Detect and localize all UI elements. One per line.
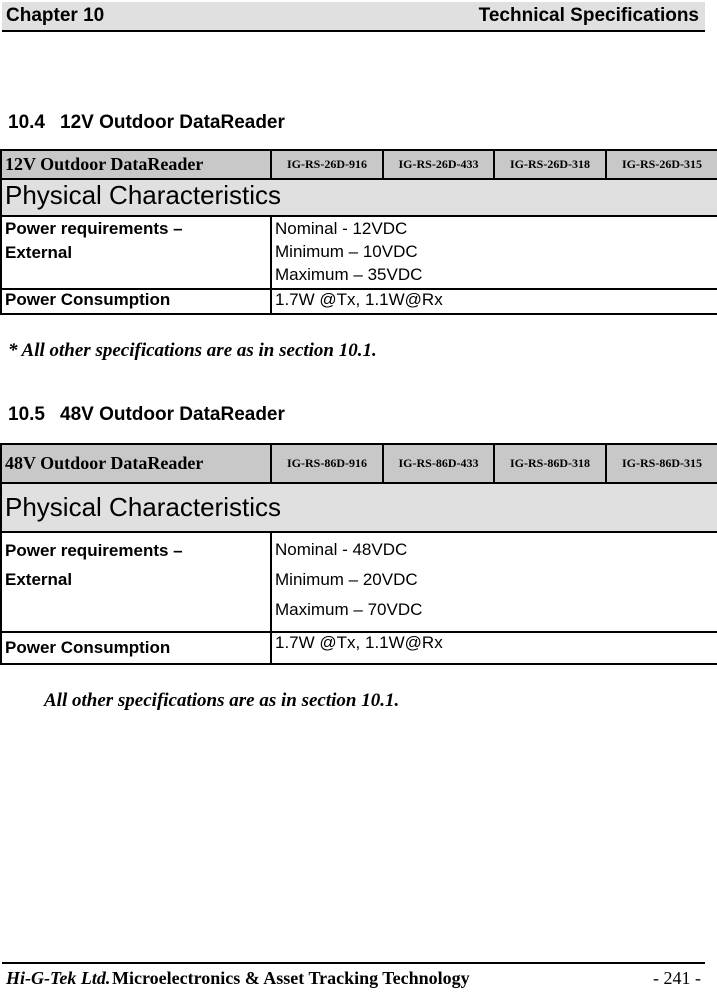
power-consumption-value: 1.7W @Tx, 1.1W@Rx (271, 632, 717, 664)
model-cell: IG-RS-26D-318 (494, 150, 606, 179)
label-line: Power requirements – (5, 219, 183, 238)
power-consumption-row (1, 289, 717, 314)
minimum-voltage: Minimum – 10VDC (275, 242, 418, 261)
model-header-row (1, 444, 717, 483)
model-cell: IG-RS-26D-916 (271, 150, 383, 179)
power-requirements-values (271, 532, 717, 632)
model-header-row (1, 150, 717, 179)
page-footer (2, 962, 705, 988)
chapter-label: Chapter 10 (6, 5, 105, 26)
label-line: External (5, 570, 73, 589)
model-cell: IG-RS-26D-433 (383, 150, 494, 179)
page-number: - 241 - (653, 968, 701, 988)
power-consumption-label: Power Consumption (1, 289, 271, 314)
page-header (2, 2, 705, 32)
section-note: * All other specifications are as in section 10.1. (8, 340, 377, 361)
label-line: External (5, 243, 73, 262)
label-line: Power requirements – (5, 541, 183, 560)
power-consumption-row (1, 632, 717, 664)
model-cell: IG-RS-86D-315 (606, 444, 717, 483)
maximum-voltage: Maximum – 35VDC (275, 265, 423, 284)
section-title: 48V Outdoor DataReader (60, 404, 285, 425)
section-number: 10.5 (8, 404, 45, 425)
nominal-voltage: Nominal - 12VDC (275, 219, 408, 238)
physical-characteristics-heading: Physical Characteristics (1, 179, 717, 216)
model-cell: IG-RS-86D-433 (383, 444, 494, 483)
power-requirements-values (271, 216, 717, 289)
minimum-voltage: Minimum – 20VDC (275, 570, 418, 589)
section-heading-10-4 (8, 112, 285, 134)
power-consumption-value: 1.7W @Tx, 1.1W@Rx (271, 289, 717, 314)
model-cell: IG-RS-86D-318 (494, 444, 606, 483)
power-requirements-row (1, 216, 717, 289)
section-number: 10.4 (8, 112, 45, 133)
power-requirements-label (1, 532, 271, 632)
section-heading-10-5 (8, 404, 285, 426)
power-consumption-label: Power Consumption (1, 632, 271, 664)
product-name-cell: 12V Outdoor DataReader (1, 150, 271, 179)
company-name: Hi-G-Tek Ltd. (6, 968, 111, 988)
power-requirements-row (1, 532, 717, 632)
company-tagline: Microelectronics & Asset Tracking Technology (112, 968, 470, 988)
spec-table-48v (0, 443, 717, 665)
power-requirements-label (1, 216, 271, 289)
section-note: All other specifications are as in section 10.1. (44, 690, 400, 711)
chapter-title: Technical Specifications (478, 5, 699, 26)
nominal-voltage: Nominal - 48VDC (275, 540, 408, 559)
product-name-cell: 48V Outdoor DataReader (1, 444, 271, 483)
maximum-voltage: Maximum – 70VDC (275, 600, 423, 619)
model-cell: IG-RS-86D-916 (271, 444, 383, 483)
model-cell: IG-RS-26D-315 (606, 150, 717, 179)
spec-table-12v (0, 149, 717, 315)
physical-characteristics-heading: Physical Characteristics (1, 483, 717, 532)
section-title: 12V Outdoor DataReader (60, 112, 285, 133)
